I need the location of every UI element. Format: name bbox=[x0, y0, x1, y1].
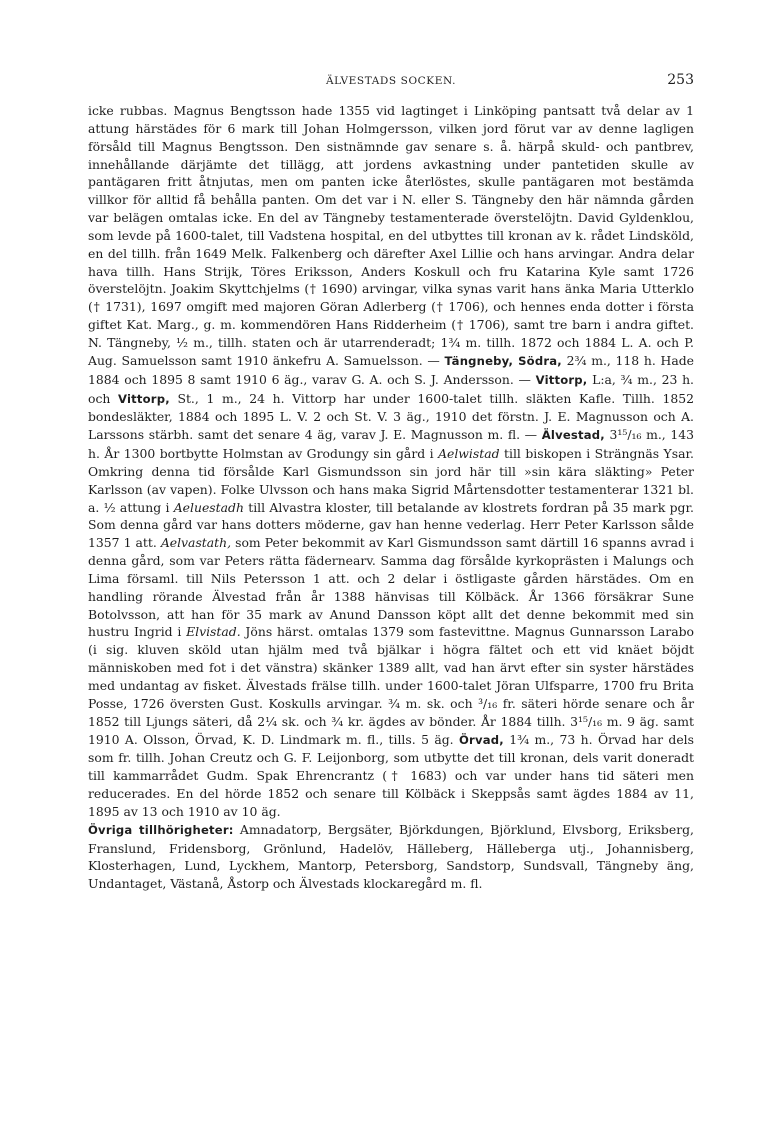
document-page bbox=[88, 72, 694, 893]
place-heading-orvad: Örvad, bbox=[458, 732, 504, 747]
text-run: St., 1 m., 24 h. Vittorp har under 1600-talet tillh. släkten Kafle. Tillh. 1852 bondesläkter, 1884 och 1895 L. V. 2 och St. V. 3 äg., 1910 det förstn. J. E. Magnusson och A. Larssons stärbh. samt det senare 4 äg, varav J. E. Magnusson m. fl. — bbox=[88, 390, 694, 443]
running-head bbox=[88, 72, 694, 92]
paragraph-ovriga bbox=[88, 821, 694, 893]
running-title: ÄLVESTADS SOCKEN. bbox=[325, 75, 457, 87]
text-run: som Peter bekommit av Karl Gismundsson samt därtill 16 spanns avrad i denna gård, som var Peters rätta fädernearv. Samma dag försålde kyrkoprästen i Malungs och Lima församl. till Nils Petersson 1 att. och 2 delar i östligaste gården härstädes. Om en handling rörande Älvestad från år 1388 hänvisas till Kölbäck. År 1366 försäkrar Sune Botolvsson, att han för 35 mark av Anund Dansson köpt allt det denne bekommit med sin hustru Ingrid i bbox=[88, 535, 694, 640]
text-run: L:a, ¾ m., 23 h. och bbox=[88, 371, 694, 406]
text-run: 2¾ m., 118 h. Hade 1884 och 1895 8 samt 1910 6 äg., varav G. A. och S. J. Andersson. — bbox=[88, 352, 694, 387]
text-run: Amnadatorp, Bergsäter, Björkdungen, Björklund, Elvsborg, Eriksberg, Franslund, Fridensborg, Grönlund, Hadelöv, Hälleberg, Hälleberga utj., Johannisberg, Klosterhagen, Lund, Lyckhem, Mantorp, Petersborg, Sandstorp, Sundsvall, Tängneby äng, Undantaget, Västanå, Åstorp och Älvestads klockaregård m. fl. bbox=[88, 821, 694, 892]
place-heading-vittorp-st: Vittorp, bbox=[118, 391, 170, 406]
place-heading-tangneby-sodra: Tängneby, Södra, bbox=[444, 353, 562, 368]
text-run: till biskopen i Strängnäs Ysar. Omkring denna tid försålde Karl Gismundsson sin jord här till »sin kära släkting» Peter Karlsson (av vapen). Folke Ulvsson och hans maka Sigrid Mårtensdotter testamenterar 1321 bl. a. ½ attung i bbox=[88, 446, 694, 515]
historic-name: Elvistad. bbox=[186, 624, 241, 640]
historic-name: Aelwistad bbox=[438, 446, 500, 462]
historic-name: Aelvastath, bbox=[160, 535, 232, 551]
section-heading-ovriga: Övriga tillhörigheter: bbox=[88, 822, 234, 837]
text-run: Jöns härst. omtalas 1379 som fastevittne. Magnus Gunnarsson Larabo (i sig. kluven sköld utan hjälm med två bjälkar i högra fältet och ett vid knäet böjdt människoben med fot i det vänstra) skänker 1389 allt, vad han ärvt efter sin syster härstädes med undantag av fisket. Älvestads frälse tillh. under 1600-talet Jöran Ulfsparre, 1700 fru Brita Posse, 1726 översten Gust. Koskulls arvingar. ¾ m. sk. och ³/₁₆ fr. säteri hörde senare och år 1852 till Ljungs säteri, då 2¼ sk. och ¾ kr. ägdes av bönder. År 1884 tillh. 3¹⁵/₁₆ m. 9 äg. samt 1910 A. Olsson, Örvad, K. D. Lindmark m. fl., tills. 5 äg. bbox=[88, 624, 694, 747]
paragraph-main bbox=[88, 102, 694, 821]
place-heading-vittorp-la: Vittorp, bbox=[535, 372, 588, 387]
text-run: 3¹⁵/₁₆ m., 143 h. År 1300 bortbytte Holmstan av Grodungy sin gård i bbox=[88, 427, 694, 462]
historic-name: Aeluestadh bbox=[173, 499, 244, 515]
text-run: icke rubbas. Magnus Bengtsson hade 1355 vid lagtinget i Linköping pantsatt två delar av 1 attung härstädes för 6 mark till Johan Holmgersson, vilken jord förut var av denne lagligen försåld till Magnus Bengtsson. Den sistnämnde gav senare s. å. härpå skuld- och pantbrev, innehållande därjämte det tillägg, att jordens avkastning under pantetiden skulle av pantägaren fritt åtnjutas, men om panten icke återlöstes, skulle pantägaren mot bestämda villkor för alltid få behålla panten. Om det var i N. eller S. Tängneby den här nämnda gården var belägen omtalas icke. En del av Tängneby testamenterade överstelöjtn. David Gyldenklou, som levde på 1600-talet, till Vadstena hospital, en del utbyttes till kronan av k. rådet Lindsköld, en del tillh. från 1649 Melk. Falkenberg och därefter Axel Lillie och hans arvingar. Andra delar hava tillh. Hans Strijk, Töres Eriksson, Anders Koskull och fru Katarina Kyle samt 1726 överstelöjtn. Joakim Skyttchjelms († 1690) arvingar, vilka synas varit hans änka Maria Utterklo († 1731), 1697 omgift med majoren Göran Adlerberg († 1706), och hennes enda dotter i första giftet Kat. Marg., g. m. kommendören Hans Ridderheim († 1706), samt tre barn i andra giftet. N. Tängneby, ½ m., tillh. staten och är utarrenderadt; 1¾ m. tillh. 1872 och 1884 L. A. och P. Aug. Samuelsson samt 1910 änkefru A. Samuelsson. — bbox=[88, 103, 694, 368]
body-text bbox=[88, 102, 694, 893]
page-number: 253 bbox=[667, 72, 694, 88]
text-run: 1¾ m., 73 h. Örvad har dels som fr. tillh. Johan Creutz och G. F. Leijonborg, som utbytte det till kronan, dels varit doneradt till kammarrådet Gudm. Spak Ehrencrantz († 1683) och var under hans tid säteri men reducerades. En del hörde 1852 och senare till Kölbäck i Skeppsås samt ägdes 1884 av 11, 1895 av 13 och 1910 av 10 äg. bbox=[88, 731, 694, 819]
text-run: till Alvastra kloster, till betalande av klostrets fordran på 35 mark pgr. Som denna gård var hans dotters möderne, gav han henne vederlag. Herr Peter Karlsson sålde 1357 1 att. bbox=[88, 499, 694, 551]
place-heading-alvestad: Älvestad, bbox=[541, 428, 605, 443]
